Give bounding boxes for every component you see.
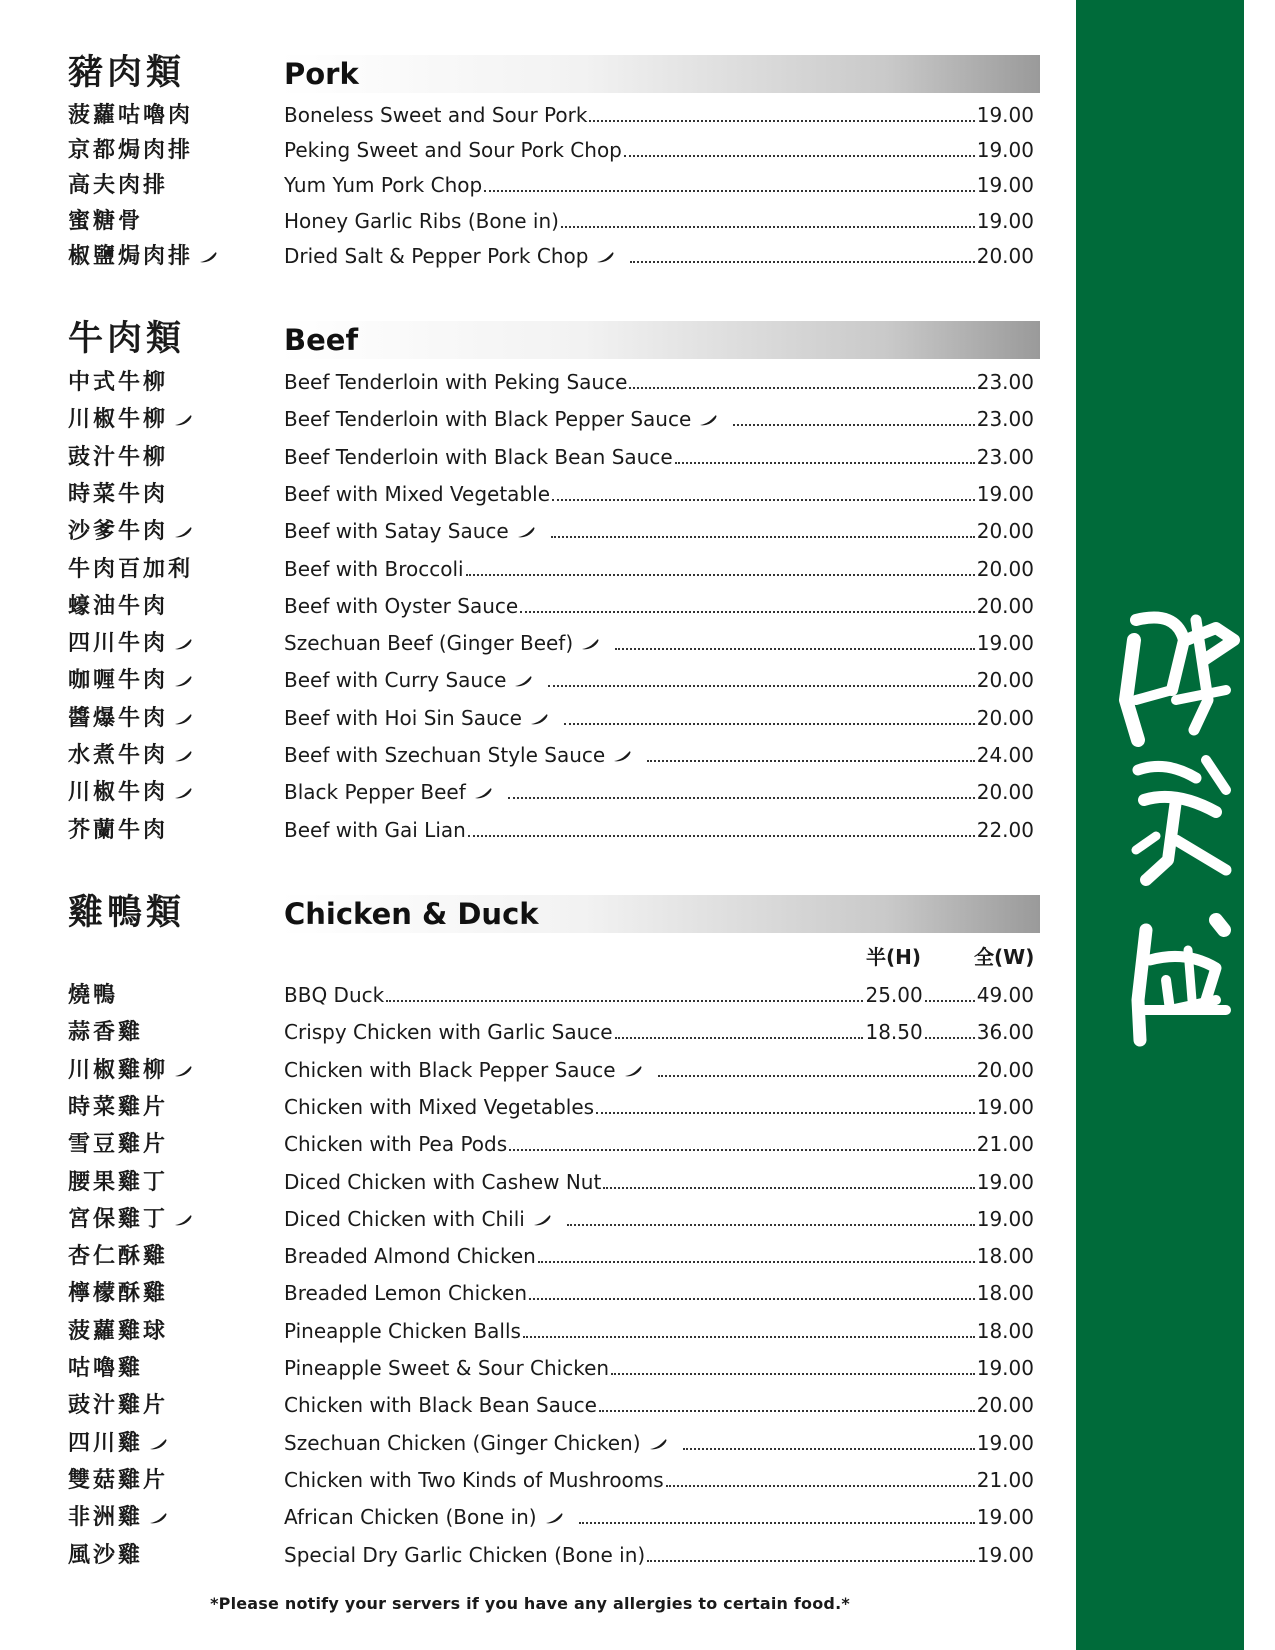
menu-item-english [284,554,1034,584]
menu-item-chinese-text: 川椒牛肉 [68,779,169,806]
menu-item-price: 20.00 [976,668,1034,693]
menu-item-english [284,206,1034,236]
menu-item-english [284,1465,1034,1495]
menu-item-row [0,1353,1060,1383]
menu-item-chinese-name [68,1428,167,1458]
dot-leader [630,241,974,263]
menu-item-chinese-text: 川椒雞柳 [68,1056,169,1083]
menu-item-chinese-name [68,479,168,509]
menu-item-price: 19.00 [976,1430,1034,1455]
pork-cn-title: 豬肉類 [68,52,186,93]
menu-item-chinese-text: 宮保雞丁 [68,1205,169,1232]
menu-item-price: 21.00 [976,1467,1034,1492]
menu-item-chinese-name [68,367,168,397]
menu-item-price: 49.00 [976,983,1034,1007]
menu-item-row [0,1017,1060,1047]
menu-item-price: 20.00 [976,593,1034,618]
calligraphy-logo [1076,0,1244,1650]
menu-item-price: 19.00 [976,631,1034,656]
menu-item-chinese-text: 中式牛柳 [68,369,169,395]
menu-item-chinese-name [68,1465,168,1495]
menu-item-chinese-name [68,442,168,472]
menu-item-price: 20.00 [976,243,1034,268]
menu-item-price: 20.00 [976,705,1034,730]
menu-item-chinese-text: 咕嚕雞 [68,1355,144,1381]
menu-item-chinese-text: 芥蘭牛肉 [68,816,169,843]
dot-leader [538,1241,975,1263]
menu-item-row [0,170,1060,200]
menu-item-row [0,1465,1060,1495]
menu-item-row [0,1241,1060,1271]
menu-item-name: Szechuan Chicken (Ginger Chicken) [284,1428,681,1458]
dot-leader [468,815,975,837]
menu-item-chinese-text: 醬爆牛肉 [68,704,169,731]
menu-item-chinese-name [68,135,193,165]
menu-item-chinese-text: 咖喱牛肉 [68,667,169,694]
dot-leader [529,1278,975,1300]
menu-item-chinese-name [68,170,168,200]
chili-pepper-icon [174,1066,192,1077]
chili-pepper-icon [199,252,217,263]
menu-item-price: 19.00 [976,1094,1034,1119]
menu-item-price: 19.00 [976,208,1034,233]
menu-item-chinese-name [68,100,193,130]
menu-item-name: Beef Tenderloin with Peking Sauce [284,370,628,394]
menu-item-chinese-text: 時菜雞片 [68,1093,169,1120]
menu-item-row [0,1092,1060,1122]
menu-item-row [0,1540,1060,1570]
menu-item-price: 20.00 [976,1057,1034,1082]
menu-item-english [284,479,1034,509]
chili-pepper-icon [596,252,614,263]
menu-item-name: Dried Salt & Pepper Pork Chop [284,241,628,271]
menu-item-name: Special Dry Garlic Chicken (Bone in) [284,1542,646,1567]
sidebar-banner [1076,0,1244,1650]
allergy-note: *Please notify your servers if you have any allergies to certain food.* [210,1594,850,1613]
menu-item-english [284,1092,1034,1122]
menu-item-english [284,241,1034,271]
menu-item-row [0,1167,1060,1197]
menu-item-chinese-name [68,1129,168,1159]
menu-item-price: 18.00 [976,1244,1034,1269]
beef-en-title: Beef [284,323,359,357]
menu-item-price: 24.00 [976,743,1034,767]
dot-leader [733,404,974,426]
menu-item-chinese-text: 四川牛肉 [68,630,169,657]
menu-item-name: Beef with Satay Sauce [284,516,549,546]
menu-item-price: 19.00 [976,173,1034,198]
beef-cn-title: 牛肉類 [68,318,186,359]
menu-item-row [0,1204,1060,1234]
chili-pepper-icon [174,639,192,650]
menu-item-english [284,1167,1034,1197]
chili-pepper-icon [517,527,535,538]
menu-item-chinese-text: 沙爹牛肉 [68,518,169,545]
menu-item-chinese-name [68,404,192,434]
menu-item-chinese-text: 高夫肉排 [68,172,169,199]
chili-pepper-icon [649,1439,667,1450]
chili-pepper-icon [174,676,192,687]
menu-item-chinese-name [68,1241,168,1271]
chili-pepper-icon [174,788,192,799]
menu-item-name: Beef Tenderloin with Black Bean Sauce [284,444,673,469]
menu-item-chinese-text: 燒鴨 [68,982,119,1008]
menu-item-english [284,980,1034,1010]
menu-item-price: 19.00 [976,1206,1034,1231]
menu-item-chinese-name [68,554,193,584]
menu-item-chinese-text: 四川雞 [68,1429,144,1456]
menu-item-row [0,1278,1060,1308]
menu-item-price: 19.00 [976,138,1034,163]
menu-item-price: 18.00 [976,1281,1034,1306]
dot-leader [579,1502,975,1524]
dot-leader [596,1092,975,1114]
chili-pepper-icon [530,714,548,725]
dot-leader [615,628,975,650]
menu-item-chinese-name [68,740,192,770]
menu-item-chinese-name [68,516,192,546]
dot-leader [552,479,975,501]
dot-leader [551,516,975,538]
menu-item-english [284,1017,1034,1047]
dot-leader [523,1316,975,1338]
menu-item-price: 20.00 [976,780,1034,805]
menu-item-chinese-text: 杏仁酥雞 [68,1243,169,1270]
menu-item-name: Beef with Mixed Vegetable [284,481,550,506]
menu-item-english [284,100,1034,130]
menu-item-name: Pineapple Sweet & Sour Chicken [284,1356,610,1380]
menu-item-chinese-text: 非洲雞 [68,1504,144,1531]
menu-item-row [0,740,1060,770]
menu-item-english [284,591,1034,621]
menu-item-name: Chicken with Mixed Vegetables [284,1094,595,1119]
menu-item-chinese-name [68,241,217,271]
menu-item-row [0,628,1060,658]
menu-item-row [0,442,1060,472]
dot-leader [589,100,974,122]
menu-item-english [284,703,1034,733]
menu-item-name: Yum Yum Pork Chop [284,173,483,198]
menu-item-name: Peking Sweet and Sour Pork Chop [284,138,622,163]
menu-item-chinese-name [68,815,168,845]
menu-item-price: 23.00 [976,444,1034,469]
menu-item-english [284,1204,1034,1234]
menu-item-row [0,591,1060,621]
menu-item-name: Breaded Almond Chicken [284,1244,536,1269]
menu-item-row [0,1316,1060,1346]
dot-leader [675,442,975,464]
menu-item-price: 19.00 [976,1505,1034,1530]
menu-item-price: 19.00 [976,1356,1034,1380]
chili-pepper-icon [174,1215,192,1226]
menu-item-english [284,1278,1034,1308]
menu-item-chinese-name [68,591,168,621]
menu-item-row [0,1502,1060,1532]
menu-item-row [0,206,1060,236]
menu-item-price: 19.00 [976,1542,1034,1567]
menu-item-english [284,1241,1034,1271]
menu-item-row [0,1055,1060,1085]
chili-pepper-icon [174,415,192,426]
menu-item-name: Beef with Broccoli [284,556,464,581]
menu-item-price: 23.00 [976,370,1034,394]
menu-item-chinese-text: 牛肉百加利 [68,555,194,582]
dot-leader [629,367,974,389]
whole-column-label: 全(W) [974,945,1035,969]
chili-pepper-icon [533,1215,551,1226]
menu-item-english [284,516,1034,546]
menu-item-english [284,404,1034,434]
menu-item-price: 19.00 [976,481,1034,506]
menu-item-name: Black Pepper Beef [284,777,506,807]
chili-pepper-icon [624,1066,642,1077]
menu-item-english [284,1129,1034,1159]
menu-item-chinese-name [68,1167,168,1197]
chicken-cn-title: 雞鴨類 [68,892,186,933]
menu-item-chinese-text: 水煮牛肉 [68,742,169,768]
menu-item-row [0,665,1060,695]
menu-item-half-price: 18.50 [865,1020,923,1045]
menu-item-chinese-name [68,1204,192,1234]
chili-pepper-icon [581,639,599,650]
dot-leader [564,703,975,725]
menu-item-price: 23.00 [976,407,1034,432]
dot-leader [548,665,974,687]
menu-item-english [284,367,1034,397]
chicken-en-title: Chicken & Duck [284,897,539,931]
menu-item-chinese-name [68,1278,168,1308]
menu-item-name: Chicken with Two Kinds of Mushrooms [284,1467,664,1492]
dot-leader [666,1465,975,1487]
dot-leader [484,170,975,192]
dot-leader [611,1353,975,1375]
menu-item-english [284,135,1034,165]
menu-item-english [284,442,1034,472]
menu-item-english [284,1055,1034,1085]
menu-item-name: Beef with Szechuan Style Sauce [284,740,645,770]
menu-item-chinese-name [68,703,192,733]
menu-item-half-price: 25.00 [865,983,923,1007]
menu-item-row [0,1428,1060,1458]
dot-leader [567,1204,975,1226]
menu-item-chinese-name [68,1017,143,1047]
menu-item-chinese-text: 豉汁牛柳 [68,443,169,470]
menu-item-name: BBQ Duck [284,983,385,1007]
dot-leader [466,554,975,576]
menu-item-row [0,980,1060,1010]
menu-item-english [284,1428,1034,1458]
dot-leader [599,1390,975,1412]
menu-item-name: Beef with Gai Lian [284,817,466,842]
menu-item-chinese-text: 檸檬酥雞 [68,1280,169,1307]
dot-leader [603,1167,974,1189]
menu-item-chinese-name [68,1316,168,1346]
menu-item-row [0,404,1060,434]
menu-item-english [284,628,1034,658]
dot-leader [509,1129,975,1151]
menu-item-row [0,135,1060,165]
menu-item-chinese-name [68,206,143,236]
menu-item-row [0,703,1060,733]
menu-item-chinese-text: 菠蘿咕嚕肉 [68,102,194,128]
menu-item-name: Crispy Chicken with Garlic Sauce [284,1020,613,1045]
half-column-label: 半(H) [866,945,922,969]
menu-item-row [0,479,1060,509]
menu-item-row [0,241,1060,271]
menu-item-row [0,815,1060,845]
menu-item-chinese-name [68,980,118,1010]
menu-item-english [284,815,1034,845]
menu-item-chinese-text: 川椒牛柳 [68,406,169,433]
menu-item-chinese-text: 時菜牛肉 [68,480,169,507]
menu-item-price: 18.00 [976,1318,1034,1343]
menu-item-name: Beef with Oyster Sauce [284,593,519,618]
menu-item-price: 21.00 [976,1132,1034,1157]
menu-item-english [284,1353,1034,1383]
menu-item-row [0,367,1060,397]
beef-header-bar [279,321,1040,359]
menu-item-chinese-text: 菠蘿雞球 [68,1317,169,1344]
menu-item-chinese-name [68,628,192,658]
menu-item-name: Chicken with Black Bean Sauce [284,1393,597,1418]
menu-item-price: 19.00 [976,1169,1034,1194]
menu-item-name: Beef with Curry Sauce [284,665,546,695]
menu-item-chinese-name [68,1502,167,1532]
menu-item-row [0,516,1060,546]
menu-item-chinese-text: 雪豆雞片 [68,1131,169,1158]
menu-item-name: African Chicken (Bone in) [284,1502,577,1532]
dot-leader [615,1017,864,1039]
menu-item-english [284,665,1034,695]
menu-item-chinese-text: 腰果雞丁 [68,1168,169,1195]
chili-pepper-icon [149,1513,167,1524]
menu-item-name: Diced Chicken with Chili [284,1204,565,1234]
chili-pepper-icon [699,415,717,426]
menu-item-price: 19.00 [976,103,1034,127]
dot-leader [925,980,975,1002]
dot-leader [508,777,975,799]
menu-item-row [0,1390,1060,1420]
menu-item-price: 20.00 [976,519,1034,544]
menu-item-chinese-text: 雙菇雞片 [68,1466,169,1493]
menu-item-chinese-text: 風沙雞 [68,1541,144,1568]
dot-leader [647,740,975,762]
menu-item-row [0,554,1060,584]
dot-leader [520,591,975,613]
menu-item-name: Beef Tenderloin with Black Pepper Sauce [284,404,731,434]
menu-item-name: Diced Chicken with Cashew Nut [284,1169,602,1194]
menu-item-price: 20.00 [976,556,1034,581]
menu-item-name: Chicken with Black Pepper Sauce [284,1055,656,1085]
dot-leader [386,980,863,1002]
menu-item-chinese-text: 蠔油牛肉 [68,592,169,619]
pork-header-bar [279,55,1040,93]
menu-item-chinese-text: 蜜糖骨 [68,207,144,234]
menu-item-english [284,170,1034,200]
menu-item-english [284,1316,1034,1346]
menu-item-english [284,1502,1034,1532]
menu-item-price: 20.00 [976,1393,1034,1418]
menu-item-chinese-name [68,1353,143,1383]
menu-item-name: Beef with Hoi Sin Sauce [284,703,562,733]
menu-item-chinese-name [68,777,192,807]
pork-en-title: Pork [284,57,359,91]
menu-item-english [284,740,1034,770]
menu-item-name: Szechuan Beef (Ginger Beef) [284,628,613,658]
chili-pepper-icon [174,714,192,725]
dot-leader [647,1540,975,1562]
menu-item-name: Breaded Lemon Chicken [284,1281,528,1306]
menu-item-chinese-name [68,1540,143,1570]
dot-leader [561,206,975,228]
menu-item-chinese-name [68,665,192,695]
menu-item-chinese-name [68,1055,192,1085]
dot-leader [925,1017,975,1039]
menu-item-chinese-name [68,1390,168,1420]
chili-pepper-icon [474,788,492,799]
dot-leader [624,135,975,157]
menu-item-chinese-text: 京都焗肉排 [68,137,194,164]
menu-item-row [0,777,1060,807]
chili-pepper-icon [514,676,532,687]
menu-item-name: Chicken with Pea Pods [284,1132,508,1157]
dot-leader [658,1055,975,1077]
chili-pepper-icon [174,527,192,538]
menu-item-name: Pineapple Chicken Balls [284,1318,521,1343]
menu-item-chinese-text: 蒜香雞 [68,1019,144,1046]
menu-item-chinese-text: 椒鹽焗肉排 [68,242,194,269]
chili-pepper-icon [174,751,192,762]
chili-pepper-icon [149,1439,167,1450]
menu-item-english [284,1540,1034,1570]
menu-item-chinese-text: 豉汁雞片 [68,1392,169,1419]
chili-pepper-icon [613,751,631,762]
menu-item-name: Honey Garlic Ribs (Bone in) [284,208,559,233]
chili-pepper-icon [545,1513,563,1524]
menu-item-price: 36.00 [976,1020,1034,1045]
menu-item-price: 22.00 [976,817,1034,842]
menu-item-english [284,777,1034,807]
menu-item-row [0,100,1060,130]
menu-item-name: Boneless Sweet and Sour Pork [284,103,588,127]
menu-item-english [284,1390,1034,1420]
menu-item-chinese-name [68,1092,168,1122]
menu-item-row [0,1129,1060,1159]
dot-leader [683,1428,975,1450]
